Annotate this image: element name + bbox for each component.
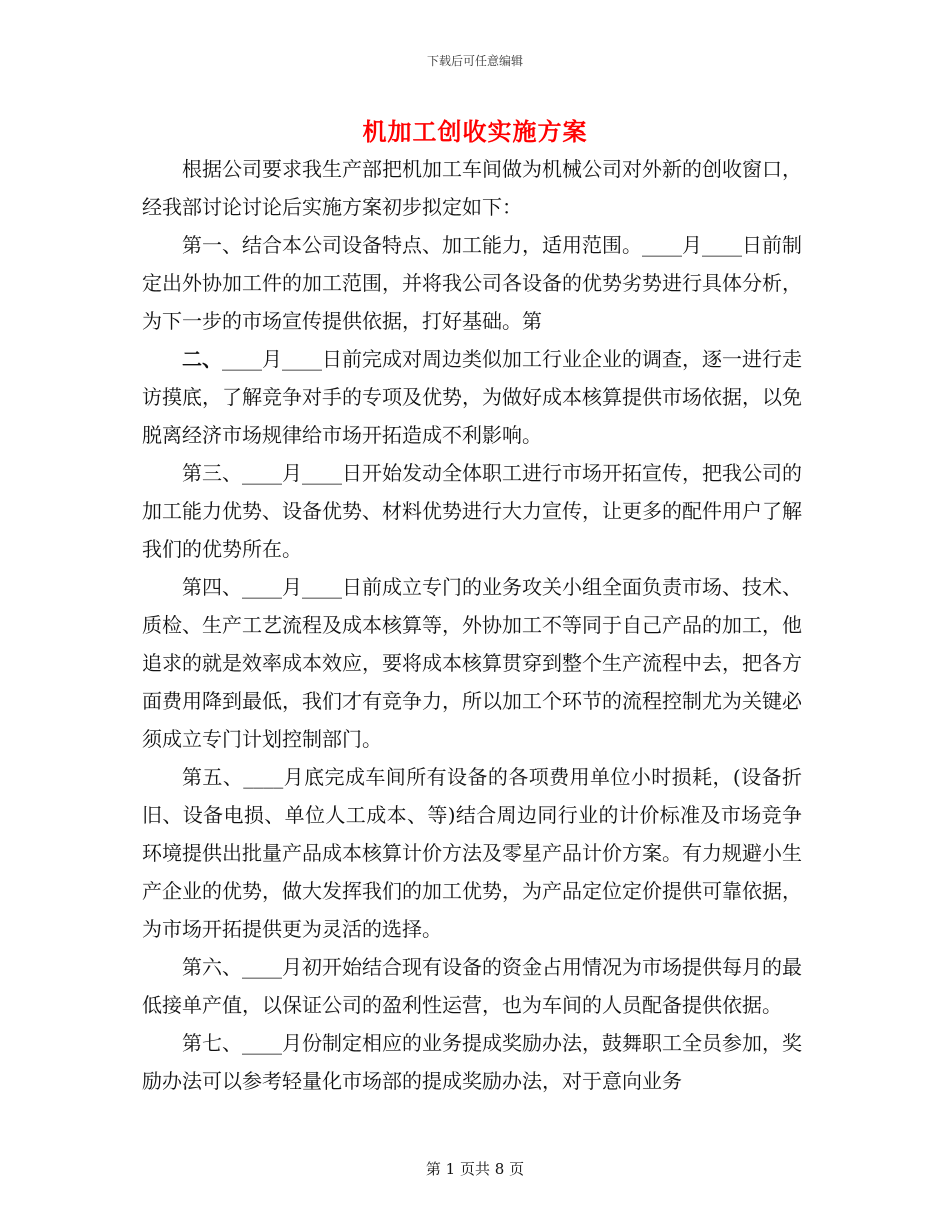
document-title: 机加工创收实施方案 xyxy=(362,117,588,146)
paragraph-seventh: 第七、____月份制定相应的业务提成奖励办法，鼓舞职工全员参加，奖励办法可以参考轻量化市场部的提成奖励办法，对于意向业务 xyxy=(142,1031,802,1093)
paragraph-fifth: 第五、____月底完成车间所有设备的各项费用单位小时损耗，(设备折旧、设备电损、单位人工成本、等)结合周边同行业的计价标准及市场竞争环境提供出批量产品成本核算计价方法及零星产品计价方案。有力规避小生产企业的优势，做大发挥我们的加工优势，为产品定位定价提供可靠依据，为市场开拓提供更为灵活的选择。 xyxy=(142,765,802,941)
paragraph-second-text: ____月____日前完成对周边类似加工行业企业的调查，逐一进行走访摸底，了解竞争对手的专项及优势，为做好成本核算提供市场依据，以免脱离经济市场规律给市场开拓造成不利影响。 xyxy=(142,347,802,447)
paragraph-second-prefix: 二、 xyxy=(182,347,222,371)
paragraph-fourth: 第四、____月____日前成立专门的业务攻关小组全面负责市场、技术、质检、生产工艺流程及成本核算等，外协加工不等同于自己产品的加工，他追求的就是效率成本效应，要将成本核算贯穿到整个生产流程中去，把各方面费用降到最低，我们才有竞争力，所以加工个环节的流程控制尤为关键必须成立专门计划控制部门。 xyxy=(142,575,802,751)
paragraph-intro: 根据公司要求我生产部把机加工车间做为机械公司对外新的创收窗口，经我部讨论讨论后实施方案初步拟定如下： xyxy=(142,157,802,219)
paragraph-sixth: 第六、____月初开始结合现有设备的资金占用情况为市场提供每月的最低接单产值，以保证公司的盈利性运营，也为车间的人员配备提供依据。 xyxy=(142,955,802,1017)
paragraph-second xyxy=(142,340,802,454)
paragraph-third: 第三、____月____日开始发动全体职工进行市场开拓宣传，把我公司的加工能力优势、设备优势、材料优势进行大力宣传，让更多的配件用户了解我们的优势所在。 xyxy=(142,461,802,561)
document-body xyxy=(142,150,802,1100)
paragraph-first: 第一、结合本公司设备特点、加工能力，适用范围。____月____日前制定出外协加工件的加工范围，并将我公司各设备的优势劣势进行具体分析，为下一步的市场宣传提供依据，打好基础。第 xyxy=(142,233,802,333)
page-number: 第 1 页共 8 页 xyxy=(425,1160,525,1178)
header-note: 下载后可任意编辑 xyxy=(426,54,523,68)
